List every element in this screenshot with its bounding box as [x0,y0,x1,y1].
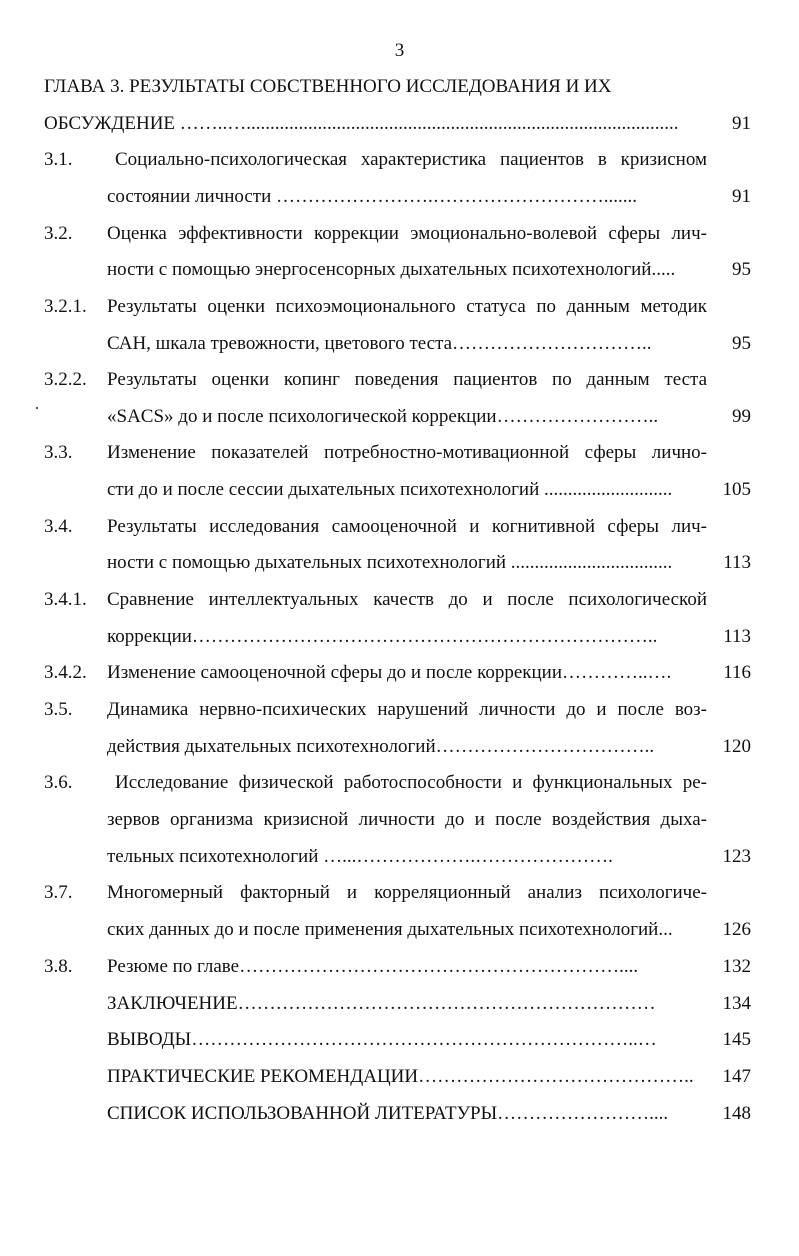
chapter-page: 91 [732,113,751,134]
entry-number: 3.1. [44,149,73,170]
entry-title-line: состоянии личности …………………….………………………....... [107,186,638,207]
entry-title-line: ности с помощью энергосенсорных дыхательных психотехнологий..... [107,259,676,280]
entry-title-line: «SACS» до и после психологической коррекции…………………….. [107,406,659,427]
entry-number: 3.2. [44,223,73,244]
entry-page: 99 [732,406,751,427]
entry-title-line: тельных психотехнологий …...……………….…………………. [107,846,613,867]
entry-page: 120 [722,736,751,757]
closing-section-page: 147 [722,1066,751,1087]
scan-speck [36,407,38,409]
entry-title-line: Результаты оценки психоэмоционального статуса по данным методик [107,296,707,317]
entry-number: 3.4.1. [44,589,87,610]
entry-title-line: Изменение показателей потребностно-мотивационной сферы лично- [107,442,707,463]
entry-page: 116 [723,662,751,683]
chapter-title-line2: ОБСУЖДЕНИЕ ……..…........................................................................................... [44,113,679,134]
entry-title-line: ности с помощью дыхательных психотехнологий .................................. [107,552,673,573]
entry-number: 3.3. [44,442,73,463]
closing-section-page: 148 [722,1103,751,1124]
entry-page: 113 [723,626,751,647]
entry-title-line: Результаты оценки копинг поведения пациентов по данным теста [107,369,707,390]
page-number: 3 [394,40,405,61]
closing-section-title: ВЫВОДЫ……………………………………………………………..… [107,1029,657,1050]
entry-page: 91 [732,186,751,207]
closing-section-title: ЗАКЛЮЧЕНИЕ………………………………………………………… [107,993,656,1014]
entry-title-line: Динамика нервно-психических нарушений личности до и после воз- [107,699,707,720]
entry-title-line: зервов организма кризисной личности до и после воздействия дыха- [107,809,707,830]
closing-section-title: СПИСОК ИСПОЛЬЗОВАННОЙ ЛИТЕРАТУРЫ…………………….... [107,1103,669,1124]
entry-number: 3.2.2. [44,369,87,390]
entry-page: 105 [722,479,751,500]
entry-title-line: коррекции……………………………………………………………….. [107,626,658,647]
entry-title-line: действия дыхательных психотехнологий…………………………….. [107,736,655,757]
closing-section-page: 145 [722,1029,751,1050]
closing-section-title: ПРАКТИЧЕСКИЕ РЕКОМЕНДАЦИИ…………………………………….. [107,1066,694,1087]
entry-title-line: Резюме по главе…………………………………………………….... [107,956,639,977]
entry-number: 3.6. [44,772,73,793]
entry-number: 3.2.1. [44,296,87,317]
entry-page: 132 [722,956,751,977]
entry-title-line: Социально-психологическая характеристика пациентов в кризисном [115,149,707,170]
entry-title-line: Оценка эффективности коррекции эмоционально-волевой сферы лич- [107,223,707,244]
entry-page: 123 [722,846,751,867]
entry-title-line: Сравнение интеллектуальных качеств до и после психологической [107,589,707,610]
entry-page: 95 [732,259,751,280]
entry-page: 95 [732,333,751,354]
entry-title-line: Многомерный факторный и корреляционный анализ психологиче- [107,882,707,903]
entry-page: 113 [723,552,751,573]
entry-page: 126 [722,919,751,940]
entry-title-line: Результаты исследования самооценочной и когнитивной сферы лич- [107,516,707,537]
entry-number: 3.5. [44,699,73,720]
entry-number: 3.8. [44,956,73,977]
entry-title-line: сти до и после сессии дыхательных психотехнологий ........................... [107,479,673,500]
entry-title-line: ских данных до и после применения дыхательных психотехнологий... [107,919,673,940]
closing-section-page: 134 [722,993,751,1014]
entry-number: 3.7. [44,882,73,903]
chapter-title-line1: ГЛАВА 3. РЕЗУЛЬТАТЫ СОБСТВЕННОГО ИССЛЕДОВАНИЯ И ИХ [44,76,612,97]
entry-title-line: Изменение самооценочной сферы до и после коррекции…………..…. [107,662,672,683]
entry-number: 3.4.2. [44,662,87,683]
entry-title-line: Исследование физической работоспособности и функциональных ре- [115,772,707,793]
entry-title-line: САН, шкала тревожности, цветового теста………………………….. [107,333,652,354]
entry-number: 3.4. [44,516,73,537]
